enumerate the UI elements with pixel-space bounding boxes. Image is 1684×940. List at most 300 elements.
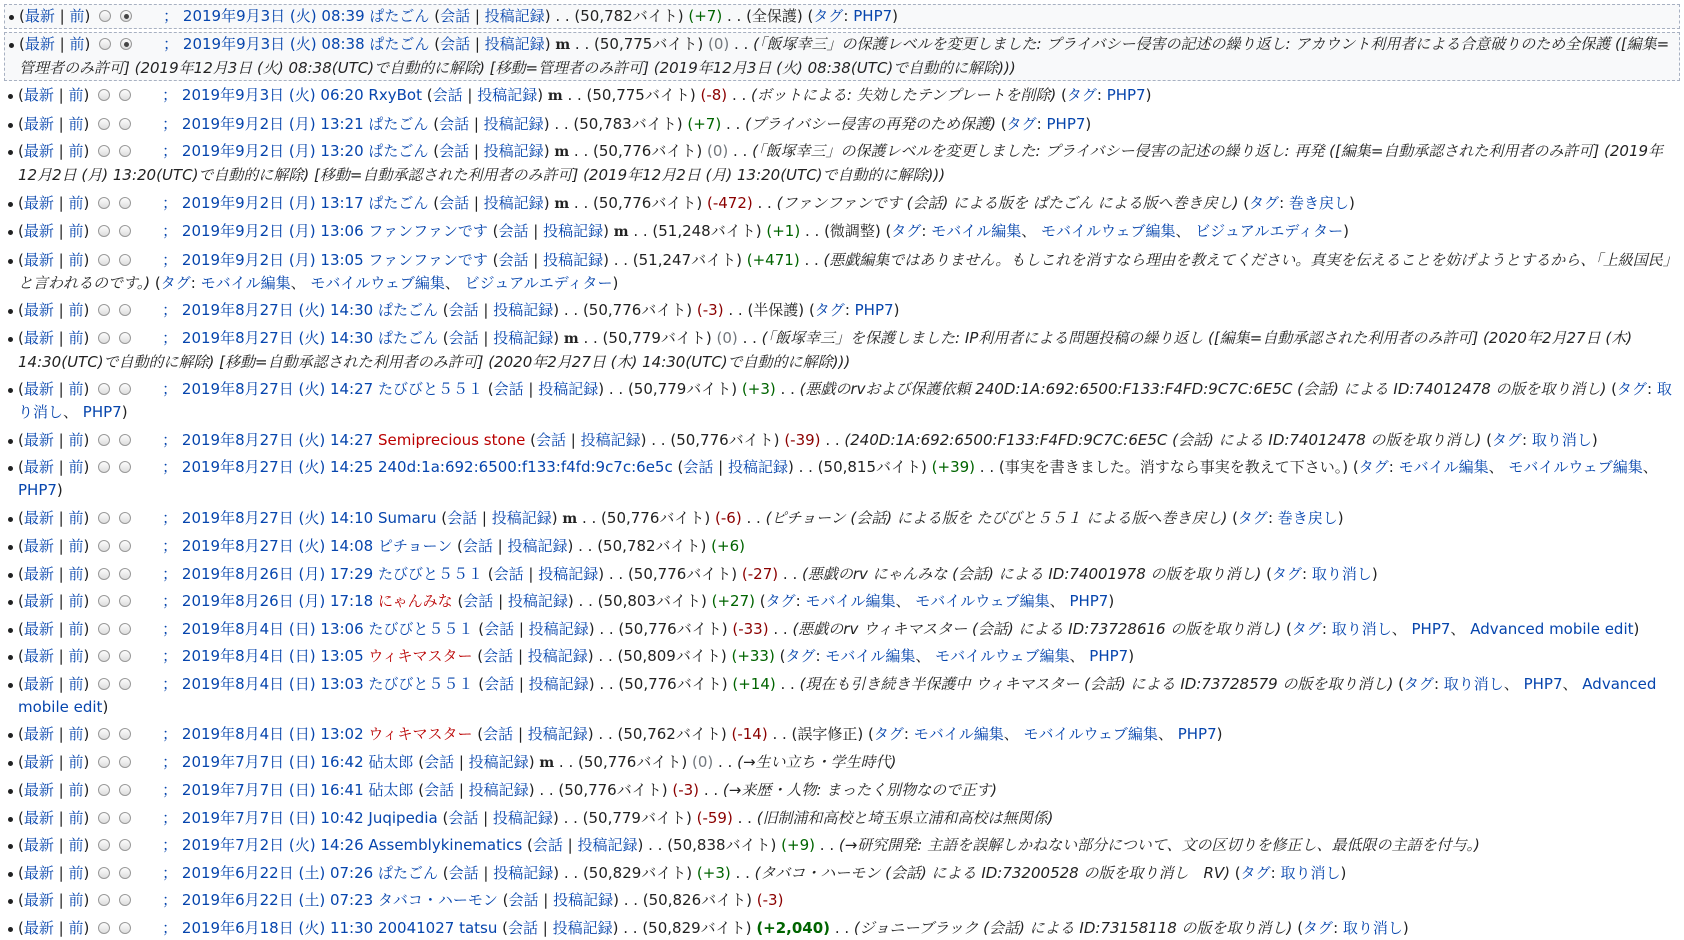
prev-link[interactable]: 前 [68,508,84,527]
user-link[interactable]: ぱたごん [377,328,438,347]
user-link[interactable]: たびびと５５１ [368,674,474,693]
diff-radio[interactable] [119,756,131,768]
contribs-link[interactable]: 投稿記録 [727,458,788,476]
oldid-radio[interactable] [98,512,110,524]
prev-link[interactable]: 前 [68,863,84,882]
contribs-link[interactable]: 投稿記録 [553,891,614,909]
tag-label[interactable]: タグ [1237,508,1268,527]
revision-date-link[interactable]: 2019年8月4日 (日) 13:02 [181,725,364,743]
separator: ； [162,781,178,799]
cur-link[interactable]: 最新 [23,647,54,665]
tag-label[interactable]: タグ [1291,619,1322,638]
oldid-radio[interactable] [98,332,110,344]
minor-edit-marker: m [554,144,570,160]
tag[interactable]: モバイル編集 [805,592,896,610]
contribs-link[interactable]: 投稿記録 [528,619,589,638]
revision-date-link[interactable]: 2019年9月3日 (火) 08:38 [182,35,365,53]
prev-link[interactable]: 前 [68,808,84,827]
oldid-radio[interactable] [98,650,110,662]
tag-label[interactable]: タグ [813,7,844,25]
diff-radio[interactable] [120,10,132,22]
prev-link[interactable]: 前 [68,250,84,269]
size-diff: (+39) [931,458,976,476]
tag[interactable]: 取り消し [1280,863,1341,882]
diff-radio[interactable] [119,332,131,344]
talk-link[interactable]: 会話 [463,592,494,610]
separator: ； [162,752,178,771]
oldid-radio[interactable] [98,383,110,395]
oldid-radio[interactable] [99,10,111,22]
talk-link[interactable]: 会話 [484,674,515,693]
oldid-radio[interactable] [98,894,110,906]
oldid-radio[interactable] [98,728,110,740]
diff-radio[interactable] [119,650,131,662]
tag-label[interactable]: タグ [160,273,191,292]
oldid-radio[interactable] [98,623,110,635]
cur-link[interactable]: 最新 [23,725,54,743]
cur-link[interactable]: 最新 [24,7,55,25]
contribs-link[interactable]: 投稿記録 [580,430,641,449]
tag-label[interactable]: タグ [1303,918,1334,937]
contribs-link[interactable]: 投稿記録 [483,142,544,160]
edit-summary: (240D:1A:692:6500:F133:F4FD:9C7C:6E5C (会話) による ID:74012478 の版を取り消し) [844,430,1482,449]
contribs-link[interactable]: 投稿記録 [468,752,529,771]
cur-link[interactable]: 最新 [23,891,54,909]
diff-radio[interactable] [119,867,131,879]
prev-link[interactable]: 前 [68,86,84,104]
edit-summary: (微調整) [824,222,881,240]
talk-link[interactable]: 会話 [498,250,529,269]
revision-date-link[interactable]: 2019年7月7日 (日) 16:41 [181,781,364,799]
user-link[interactable]: 20041027 tatsu [377,918,498,937]
tag[interactable]: モバイル編集 [1398,458,1489,476]
prev-link[interactable]: 前 [68,114,84,133]
page-size: (50,762バイト) [617,725,727,743]
user-link[interactable]: 砧太郎 [368,752,414,771]
prev-link[interactable]: 前 [68,564,84,583]
tag[interactable]: PHP7 [1177,725,1217,743]
talk-link[interactable]: 会話 [432,86,463,104]
prev-link[interactable]: 前 [68,380,84,398]
cur-link[interactable]: 最新 [24,35,55,53]
tag[interactable]: 巻き戻し [1277,508,1338,527]
tag-label[interactable]: タグ [1240,863,1271,882]
diff-radio[interactable] [119,595,131,607]
history-row: (最新 | 前) ； 2019年8月27日 (火) 14:08 ピチョーン (会話 | 投稿記録) . . (50,782バイト) (+6) [4,535,1680,558]
revision-date-link[interactable]: 2019年9月3日 (火) 06:20 [181,86,364,104]
prev-link[interactable]: 前 [68,592,84,610]
contribs-link[interactable]: 投稿記録 [493,863,554,882]
revision-date-link[interactable]: 2019年9月2日 (月) 13:21 [181,114,364,133]
talk-link[interactable]: 会話 [536,430,567,449]
user-link[interactable]: たびびと５５１ [377,564,483,583]
user-link[interactable]: たびびと５５１ [377,380,483,398]
oldid-radio[interactable] [98,867,110,879]
edit-summary: (悪戯のrvおよび保護依頼 240D:1A:692:6500:F133:F4FD:9C7C:6E5C (会話) による ID:74012478 の版を取り消し) [799,380,1607,398]
oldid-radio[interactable] [98,839,110,851]
prev-link[interactable]: 前 [68,836,84,854]
contribs-link[interactable]: 投稿記録 [492,808,553,827]
diff-radio[interactable] [119,894,131,906]
talk-link[interactable]: 会話 [483,725,514,743]
tag[interactable]: モバイル編集 [931,222,1022,240]
user-link[interactable]: たびびと５５１ [368,619,474,638]
size-diff: (+2,040) [756,918,831,937]
contribs-link[interactable]: 投稿記録 [577,836,638,854]
oldid-radio[interactable] [98,118,110,130]
diff-radio[interactable] [119,197,131,209]
cur-link[interactable]: 最新 [23,193,54,212]
tag[interactable]: 取り消し [1331,619,1392,638]
user-link[interactable]: RxyBot [368,86,422,104]
cur-link[interactable]: 最新 [23,863,54,882]
oldid-radio[interactable] [98,254,110,266]
oldid-radio[interactable] [98,922,110,934]
revision-date-link[interactable]: 2019年8月26日 (月) 17:18 [181,592,374,610]
diff-radio[interactable] [119,812,131,824]
contribs-link[interactable]: 投稿記録 [527,647,588,665]
contribs-link[interactable]: 投稿記録 [507,537,568,555]
talk-link[interactable]: 会話 [493,380,524,398]
user-link[interactable]: Semiprecious stone [377,430,526,449]
tag[interactable]: モバイルウェブ編集 [1508,458,1643,476]
tag[interactable]: モバイルウェブ編集 [1023,725,1158,743]
tag-label[interactable]: タグ [873,725,904,743]
talk-link[interactable]: 会話 [447,508,478,527]
diff-radio[interactable] [119,304,131,316]
prev-link[interactable]: 前 [68,918,84,937]
contribs-link[interactable]: 投稿記録 [538,380,599,398]
user-link[interactable]: タバコ・ハーモン [377,891,498,909]
prev-link[interactable]: 前 [68,752,84,771]
cur-link[interactable]: 最新 [23,752,54,771]
user-link[interactable]: ピチョーン [377,537,453,555]
revision-date-link[interactable]: 2019年6月22日 (土) 07:26 [181,863,374,882]
separator: ； [162,918,178,937]
tag-label[interactable]: タグ [1272,564,1303,583]
revision-date-link[interactable]: 2019年9月3日 (火) 08:39 [182,7,365,25]
contribs-link[interactable]: 投稿記録 [528,674,589,693]
diff-radio[interactable] [119,540,131,552]
tag[interactable]: Advanced mobile edit [18,674,1657,716]
revision-date-link[interactable]: 2019年7月7日 (日) 16:42 [181,752,364,771]
contribs-link[interactable]: 投稿記録 [493,328,554,347]
oldid-radio[interactable] [98,784,110,796]
prev-link[interactable]: 前 [68,619,84,638]
contribs-link[interactable]: 投稿記録 [538,564,599,583]
talk-link[interactable]: 会話 [440,7,471,25]
contribs-link[interactable]: 投稿記録 [484,35,545,53]
contribs-link[interactable]: 投稿記録 [468,781,529,799]
prev-link[interactable]: 前 [69,7,85,25]
tag-label[interactable]: タグ [891,222,922,240]
tag[interactable]: 巻き戻し [1288,193,1349,212]
contribs-link[interactable]: 投稿記録 [483,193,544,212]
cur-link[interactable]: 最新 [23,619,54,638]
prev-link[interactable]: 前 [68,222,84,240]
page-size: (50,776バイト) [578,752,688,771]
prev-link[interactable]: 前 [68,142,84,160]
talk-link[interactable]: 会話 [484,619,515,638]
tag[interactable]: モバイルウェブ編集 [310,273,445,292]
revision-date-link[interactable]: 2019年8月27日 (火) 14:08 [181,537,374,555]
tag[interactable]: 取り消し [1342,918,1403,937]
diff-radio[interactable] [119,461,131,473]
oldid-radio[interactable] [98,595,110,607]
revision-date-link[interactable]: 2019年8月27日 (火) 14:27 [181,380,374,398]
contribs-link[interactable]: 投稿記録 [491,508,552,527]
talk-link[interactable]: 会話 [532,836,563,854]
tag[interactable]: モバイル編集 [825,647,916,665]
oldid-radio[interactable] [98,678,110,690]
tag[interactable]: PHP7 [1411,619,1451,638]
cur-link[interactable]: 最新 [23,508,54,527]
revision-date-link[interactable]: 2019年8月27日 (火) 14:25 [181,458,374,476]
contribs-link[interactable]: 投稿記録 [527,725,588,743]
tag-label[interactable]: タグ [1249,193,1280,212]
user-link[interactable]: ウィキマスター [368,647,473,665]
prev-link[interactable]: 前 [68,781,84,799]
diff-radio[interactable] [119,89,131,101]
tag-label[interactable]: タグ [1358,458,1389,476]
talk-link[interactable]: 会話 [439,193,470,212]
oldid-radio[interactable] [98,225,110,237]
user-link[interactable]: ぱたごん [377,301,438,319]
revision-date-link[interactable]: 2019年7月2日 (火) 14:26 [181,836,364,854]
oldid-radio[interactable] [99,38,111,50]
cur-link[interactable]: 最新 [23,674,54,693]
tag[interactable]: PHP7 [1106,86,1146,104]
edit-summary: (旧制浦和高校と埼玉県立浦和高校は無関係) [756,808,1054,827]
user-link[interactable]: ぱたごん [368,193,429,212]
talk-link[interactable]: 会話 [439,142,470,160]
user-link[interactable]: ウィキマスター [368,725,473,743]
revision-date-link[interactable]: 2019年7月7日 (日) 10:42 [181,808,364,827]
diff-radio[interactable] [120,38,132,50]
prev-link[interactable]: 前 [68,193,84,212]
size-diff: (-14) [731,725,768,743]
tag[interactable]: ビジュアルエディター [1195,222,1344,240]
contribs-link[interactable]: 投稿記録 [552,918,613,937]
oldid-radio[interactable] [98,145,110,157]
size-diff: (+7) [688,7,723,25]
user-link[interactable]: ファンファンです [368,250,488,269]
talk-link[interactable]: 会話 [440,35,471,53]
tag[interactable]: PHP7 [854,301,894,319]
tag-label[interactable]: タグ [765,592,796,610]
cur-link[interactable]: 最新 [23,592,54,610]
user-link[interactable]: Assemblykinematics [368,836,523,854]
tag[interactable]: Advanced mobile edit [1470,619,1634,638]
user-link[interactable]: Sumaru [377,508,437,527]
tag[interactable]: モバイルウェブ編集 [935,647,1070,665]
tag-label[interactable]: タグ [1492,430,1523,449]
separator: ； [162,508,178,527]
talk-link[interactable]: 会話 [448,328,479,347]
revision-date-link[interactable]: 2019年8月27日 (火) 14:30 [181,301,374,319]
talk-link[interactable]: 会話 [448,301,479,319]
oldid-radio[interactable] [98,434,110,446]
oldid-radio[interactable] [98,812,110,824]
cur-link[interactable]: 最新 [23,781,54,799]
talk-link[interactable]: 会話 [493,564,524,583]
user-link[interactable]: ぱたごん [368,114,429,133]
prev-link[interactable]: 前 [68,647,84,665]
prev-link[interactable]: 前 [68,301,84,319]
tag[interactable]: 取り消し [18,380,1672,421]
user-link[interactable]: ぱたごん [368,142,429,160]
tag[interactable]: PHP7 [853,7,893,25]
tag[interactable]: ビジュアルエディター [464,273,613,292]
oldid-radio[interactable] [98,461,110,473]
tag[interactable]: PHP7 [1089,647,1129,665]
tag[interactable]: PHP7 [1046,114,1086,133]
cur-link[interactable]: 最新 [23,328,54,347]
revision-date-link[interactable]: 2019年8月4日 (日) 13:06 [181,619,364,638]
talk-link[interactable]: 会話 [448,863,479,882]
prev-link[interactable]: 前 [68,537,84,555]
talk-link[interactable]: 会話 [683,458,714,476]
contribs-link[interactable]: 投稿記録 [543,250,604,269]
user-link[interactable]: Juqipedia [368,808,438,827]
user-link[interactable]: 240d:1a:692:6500:f133:f4fd:9c7c:6e5c [377,458,673,476]
talk-link[interactable]: 会話 [498,222,529,240]
user-link[interactable]: ぱたごん [369,7,430,25]
tag[interactable]: PHP7 [1069,592,1109,610]
tag-label[interactable]: タグ [785,647,816,665]
revision-date-link[interactable]: 2019年8月26日 (月) 17:29 [181,564,374,583]
oldid-radio[interactable] [98,568,110,580]
talk-link[interactable]: 会話 [462,537,493,555]
diff-radio[interactable] [119,922,131,934]
size-diff: (-6) [715,508,742,527]
revision-date-link[interactable]: 2019年8月4日 (日) 13:05 [181,647,364,665]
tag[interactable]: PHP7 [18,481,57,499]
cur-link[interactable]: 最新 [23,918,54,937]
user-link[interactable]: ぱたごん [369,35,430,53]
tag[interactable]: モバイル編集 [913,725,1004,743]
prev-link[interactable]: 前 [68,430,84,449]
diff-radio[interactable] [119,434,131,446]
prev-link[interactable]: 前 [68,891,84,909]
contribs-link[interactable]: 投稿記録 [483,114,544,133]
tag-label[interactable]: タグ [1403,674,1434,693]
size-diff: (+27) [711,592,755,610]
prev-link[interactable]: 前 [68,674,84,693]
revision-date-link[interactable]: 2019年6月22日 (土) 07:23 [181,891,374,909]
contribs-link[interactable]: 投稿記録 [477,86,538,104]
revision-date-link[interactable]: 2019年9月2日 (月) 13:06 [181,222,364,240]
diff-radio[interactable] [119,678,131,690]
cur-link[interactable]: 最新 [23,537,54,555]
contribs-link[interactable]: 投稿記録 [484,7,545,25]
tag[interactable]: 取り消し [1311,564,1372,583]
prev-link[interactable]: 前 [69,35,85,53]
cur-link[interactable]: 最新 [23,86,54,104]
diff-radio[interactable] [119,118,131,130]
revision-date-link[interactable]: 2019年8月27日 (火) 14:30 [181,328,374,347]
talk-link[interactable]: 会話 [439,114,470,133]
diff-radio[interactable] [119,839,131,851]
diff-radio[interactable] [119,254,131,266]
revision-date-link[interactable]: 2019年9月2日 (月) 13:20 [181,142,364,160]
diff-radio[interactable] [119,784,131,796]
cur-link[interactable]: 最新 [23,114,54,133]
oldid-radio[interactable] [98,540,110,552]
cur-link[interactable]: 最新 [23,430,54,449]
prev-link[interactable]: 前 [68,328,84,347]
user-link[interactable]: ぱたごん [377,863,438,882]
tag-label[interactable]: タグ [1617,380,1648,398]
cur-link[interactable]: 最新 [23,458,54,476]
oldid-radio[interactable] [98,89,110,101]
user-link[interactable]: 砧太郎 [368,781,414,799]
cur-link[interactable]: 最新 [23,380,54,398]
revision-date-link[interactable]: 2019年6月18日 (火) 11:30 [181,918,374,937]
tag[interactable]: モバイル編集 [200,273,291,292]
diff-radio[interactable] [119,623,131,635]
revision-date-link[interactable]: 2019年8月4日 (日) 13:03 [181,674,364,693]
oldid-radio[interactable] [98,197,110,209]
talk-link[interactable]: 会話 [448,808,479,827]
tag[interactable]: モバイルウェブ編集 [915,592,1050,610]
cur-link[interactable]: 最新 [23,564,54,583]
talk-link[interactable]: 会話 [424,781,455,799]
tag-label[interactable]: タグ [814,301,845,319]
cur-link[interactable]: 最新 [23,301,54,319]
talk-link[interactable]: 会話 [483,647,514,665]
history-row: (最新 | 前) ； 2019年8月4日 (日) 13:02 ウィキマスター (会話 | 投稿記録) . . (50,762バイト) (-14) . . (誤字修正) (タグ: モバイル編集、 モバイルウェブ編集、 PHP7) [4,723,1680,746]
tag-label[interactable]: タグ [1006,114,1037,133]
tag[interactable]: 取り消し [1531,430,1592,449]
talk-link[interactable]: 会話 [424,752,455,771]
cur-link[interactable]: 最新 [23,142,54,160]
prev-link[interactable]: 前 [68,458,84,476]
prev-link[interactable]: 前 [68,725,84,743]
cur-link[interactable]: 最新 [23,250,54,269]
contribs-link[interactable]: 投稿記録 [543,222,604,240]
cur-link[interactable]: 最新 [23,836,54,854]
tag[interactable]: PHP7 [82,403,122,421]
contribs-link[interactable]: 投稿記録 [493,301,554,319]
revision-date-link[interactable]: 2019年9月2日 (月) 13:05 [181,250,364,269]
user-link[interactable]: にゃんみな [377,592,453,610]
talk-link[interactable]: 会話 [508,891,539,909]
oldid-radio[interactable] [98,756,110,768]
tag[interactable]: 取り消し [1443,674,1504,693]
diff-radio[interactable] [119,225,131,237]
separator: ； [162,808,178,827]
revision-date-link[interactable]: 2019年8月27日 (火) 14:10 [181,508,374,527]
diff-radio[interactable] [119,145,131,157]
tag-label[interactable]: タグ [1066,86,1097,104]
talk-link[interactable]: 会話 [508,918,539,937]
cur-link[interactable]: 最新 [23,808,54,827]
edit-summary: (→生い立ち・学生時代) [737,752,897,771]
diff-radio[interactable] [119,383,131,395]
oldid-radio[interactable] [98,304,110,316]
user-link[interactable]: ファンファンです [368,222,488,240]
revision-date-link[interactable]: 2019年8月27日 (火) 14:27 [181,430,374,449]
diff-radio[interactable] [119,568,131,580]
tag[interactable]: モバイルウェブ編集 [1041,222,1176,240]
tag[interactable]: PHP7 [1523,674,1563,693]
contribs-link[interactable]: 投稿記録 [507,592,568,610]
revision-date-link[interactable]: 2019年9月2日 (月) 13:17 [181,193,364,212]
cur-link[interactable]: 最新 [23,222,54,240]
diff-radio[interactable] [119,728,131,740]
diff-radio[interactable] [119,512,131,524]
